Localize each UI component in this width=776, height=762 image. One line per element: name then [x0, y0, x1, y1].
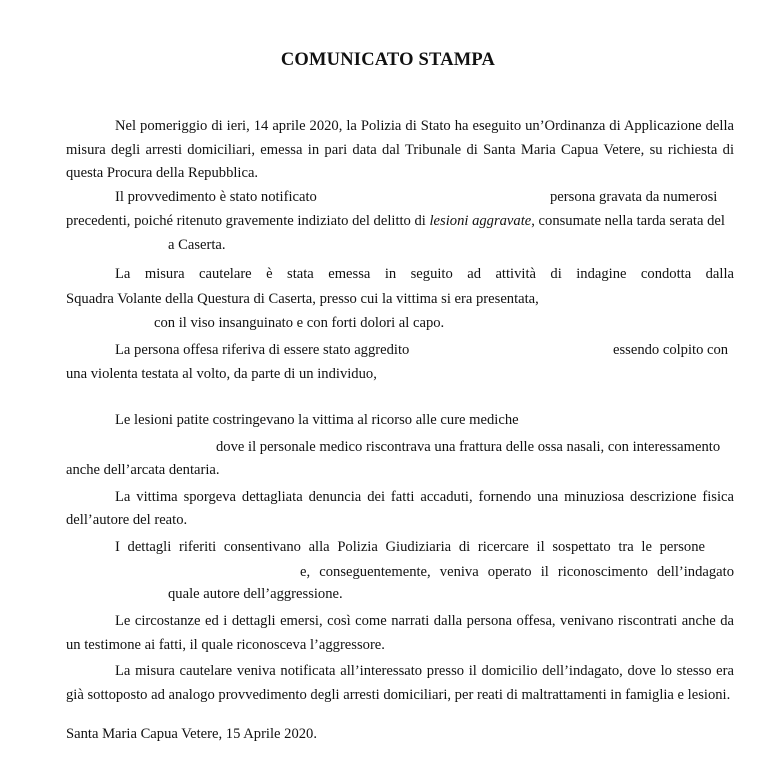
text-line: Il provvedimento è stato notificato [115, 189, 317, 205]
text-line: già sottoposto ad analogo provvedimento degli arresti domiciliari, per reati di maltrattamenti in famiglia e lesioni. [66, 687, 731, 703]
text-line: Le lesioni patite costringevano la vittima al ricorso alle cure mediche [115, 412, 519, 428]
text-line: dove il personale medico riscontrava una frattura delle ossa nasali, con interessamento [216, 439, 721, 455]
text-line: persona gravata da numerosi [550, 189, 718, 205]
text-line: essendo colpito con [613, 342, 729, 358]
text-fragment: precedenti, poiché ritenuto gravemente indiziato del delitto di [66, 213, 430, 229]
text-line: a Caserta. [168, 237, 226, 253]
page-title: COMUNICATO STAMPA [280, 50, 496, 70]
italic-term: lesioni aggravate [429, 213, 532, 229]
text-line: dell’autore del reato. [66, 512, 188, 528]
text-line: La misura cautelare veniva notificata all’interessato presso il domicilio dell’indagato, dove lo stesso era [115, 663, 734, 679]
text-line: una violenta testata al volto, da parte di un individuo, [66, 366, 377, 382]
text-line: e, conseguentemente, veniva operato il riconoscimento dell’indagato [300, 564, 734, 580]
text-fragment: , consumate nella tarda serata del [531, 213, 725, 229]
text-line: quale autore dell’aggressione. [168, 586, 343, 602]
text-line: La persona offesa riferiva di essere stato aggredito [115, 342, 410, 358]
text-line: un testimone ai fatti, il quale riconosceva l’aggressore. [66, 637, 385, 653]
signoff-line: Santa Maria Capua Vetere, 15 Aprile 2020. [66, 726, 317, 742]
text-line: Squadra Volante della Questura di Caserta, presso cui la vittima si era presentata, [66, 291, 539, 307]
text-line [66, 212, 725, 230]
text-line: La misura cautelare è stata emessa in seguito ad attività di indagine condotta dalla [115, 266, 734, 282]
text-line: questa Procura della Repubblica. [66, 165, 259, 181]
text-line: misura degli arresti domiciliari, emessa in pari data dal Tribunale di Santa Maria Capua Vetere, su richiesta di [66, 142, 734, 158]
text-line: con il viso insanguinato e con forti dolori al capo. [154, 315, 445, 331]
text-line: La vittima sporgeva dettagliata denuncia dei fatti accaduti, fornendo una minuziosa descrizione fisica [115, 489, 734, 505]
text-line: anche dell’arcata dentaria. [66, 462, 220, 478]
text-line: Le circostanze ed i dettagli emersi, così come narrati dalla persona offesa, venivano riscontrati anche da [115, 613, 734, 629]
text-line: I dettagli riferiti consentivano alla Polizia Giudiziaria di ricercare il sospettato tra le persone [115, 539, 705, 555]
text-line: Nel pomeriggio di ieri, 14 aprile 2020, la Polizia di Stato ha eseguito un’Ordinanza di Applicazione della [115, 118, 734, 134]
